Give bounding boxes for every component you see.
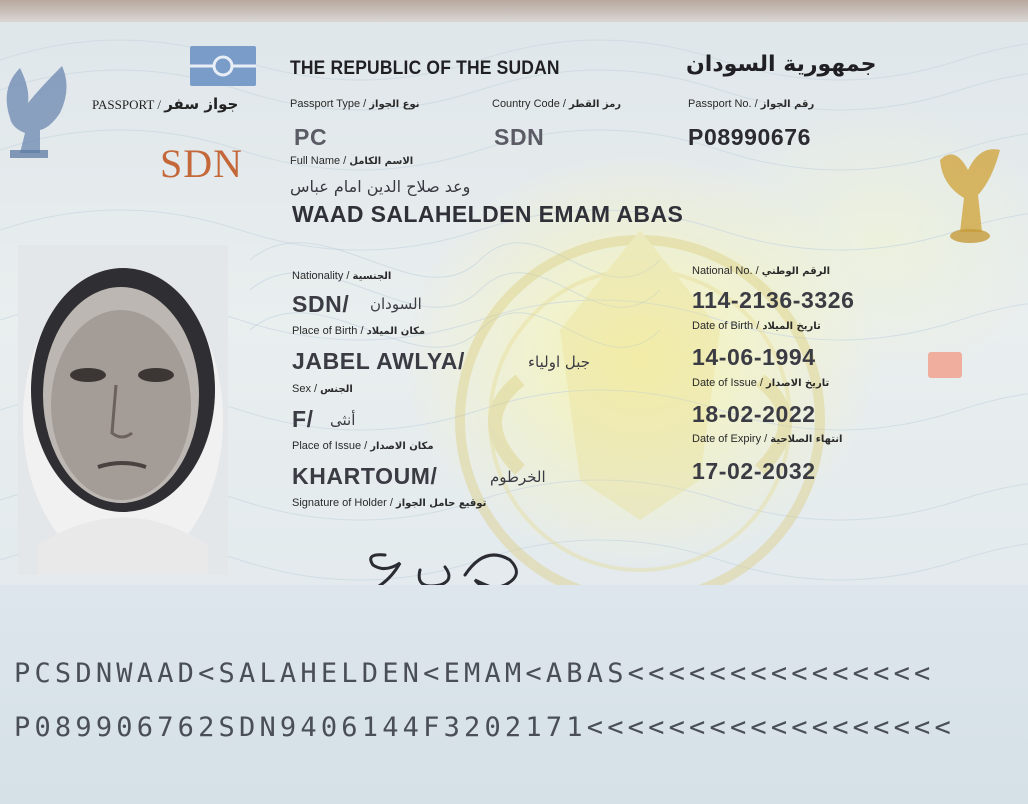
passport-no-value: P08990676 [688, 124, 812, 150]
passport-label-ar: جواز سفر [164, 95, 239, 113]
country-code-label: Country Code / رمز القطر [492, 98, 622, 110]
document-type-label [92, 95, 238, 113]
place-of-issue-en-value: KHARTOUM/ [292, 463, 438, 489]
security-mark [928, 352, 962, 378]
sex-en-value: F/ [292, 406, 314, 432]
national-no-value: 114-2136-3326 [692, 287, 855, 313]
sex-label: Sex / الجنس [292, 383, 353, 395]
date-of-expiry-value: 17-02-2032 [692, 458, 816, 484]
date-of-expiry-label: Date of Expiry / انتهاء الصلاحية [692, 433, 843, 445]
date-of-issue-label: Date of Issue / تاريخ الاصدار [692, 377, 830, 389]
place-of-birth-ar-value: جبل اولياء [528, 353, 591, 371]
date-of-issue-value: 18-02-2022 [692, 401, 816, 427]
gold-hologram-emblem-icon [930, 140, 1010, 245]
place-of-issue-label: Place of Issue / مكان الاصدار [292, 440, 434, 452]
machine-readable-zone [0, 585, 1028, 804]
passport-label-en: PASSPORT / [92, 97, 161, 112]
place-of-birth-label: Place of Birth / مكان الميلاد [292, 325, 426, 337]
place-of-issue-ar-value: الخرطوم [490, 468, 546, 486]
full-name-en-value: WAAD SALAHELDEN EMAM ABAS [292, 201, 684, 227]
signature-label: Signature of Holder / توقيع حامل الجواز [292, 497, 487, 509]
nationality-en-value: SDN/ [292, 291, 350, 317]
mrz-line-1: PCSDNWAAD<SALAHELDEN<EMAM<ABAS<<<<<<<<<<<<<<< [14, 658, 935, 689]
date-of-birth-label: Date of Birth / تاريخ الميلاد [692, 320, 821, 332]
nationality-ar-value: السودان [370, 295, 422, 313]
full-name-label: Full Name / الاسم الكامل [290, 155, 414, 167]
nationality-label: Nationality / الجنسية [292, 270, 392, 282]
country-code-value: SDN [494, 124, 545, 150]
secretary-bird-emblem-icon [0, 58, 82, 168]
sex-ar-value: أنثى [330, 411, 356, 429]
passport-type-label: Passport Type / نوع الجواز [290, 98, 420, 110]
portrait-image [18, 245, 228, 575]
passport-type-value: PC [294, 124, 328, 150]
holder-photo [18, 245, 228, 575]
national-no-label: National No. / الرقم الوطني [692, 265, 831, 277]
passport-no-label: Passport No. / رقم الجواز [688, 98, 815, 110]
chip-symbol-icon [190, 46, 256, 86]
place-of-birth-en-value: JABEL AWLYA/ [292, 348, 465, 374]
full-name-ar-value: وعد صلاح الدين امام عباس [290, 177, 471, 196]
date-of-birth-value: 14-06-1994 [692, 344, 816, 370]
issuing-state-code: SDN [160, 141, 244, 186]
country-title-ar: جمهورية السودان [686, 52, 877, 77]
mrz-line-2: P089906762SDN9406144F3202171<<<<<<<<<<<<<<<<<< [14, 712, 955, 743]
country-title-en: THE REPUBLIC OF THE SUDAN [290, 58, 560, 79]
